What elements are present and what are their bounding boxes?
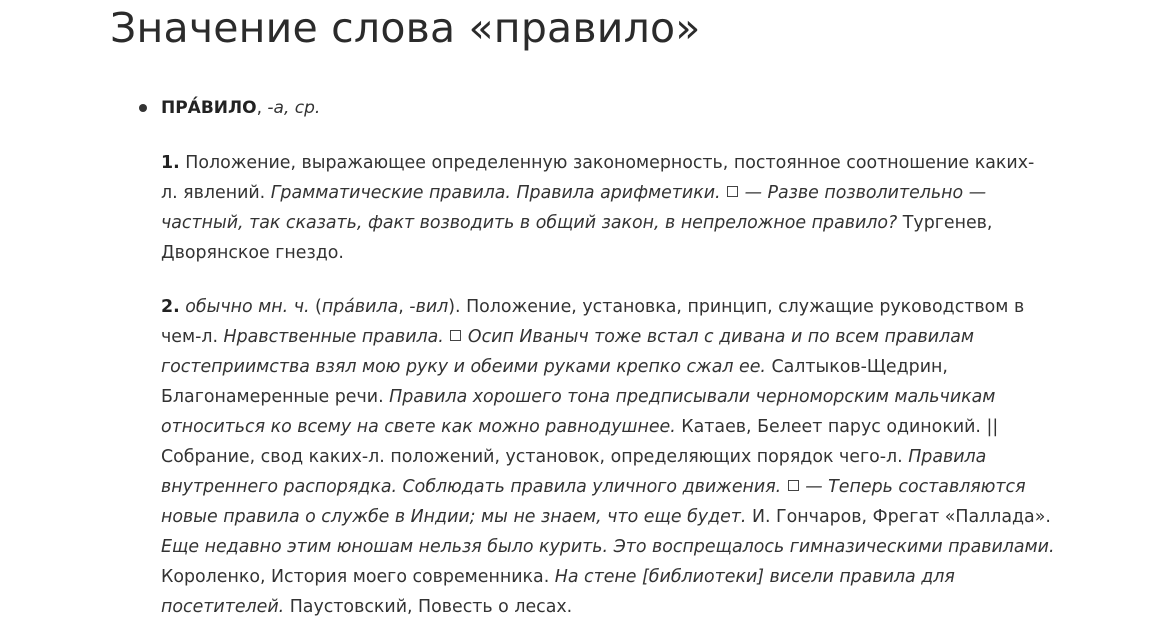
sense-2: 2. обычно мн. ч. (пра́вила, -вил). Положение, установка, принцип, служащие руководством в чем-л. Нравственные правила. Осип Иваныч тоже встал с дивана и по всем правилам гостеприимства взял мою руку и обеими руками крепко сжал ее. Салтыков-Щедрин, Благонамеренные речи. Правила хорошего тона предписывали черноморским мальчикам относиться ко всему на свете как можно равнодушнее. Катаев, Белеет парус одинокий. || Собрание, свод каких-л. положений, установок, определяющих порядок чего-л. Правила внутреннего распорядка. Соблюдать правила уличного движения. — Теперь составляются новые правила о службе в Индии; мы не знаем, что еще будет. И. Гончаров, Фрегат «Паллада». Еще недавно этим юношам нельзя было курить. Это воспрещалось гимназическими правилами. Короленко, История моего современника. На стене [библиотеки] висели правила для посетителей. Паустовский, Повесть о лесах.	[161, 297, 1055, 617]
grammar-separator: ,	[256, 98, 268, 118]
example-separator-icon	[450, 330, 461, 341]
headword: ПРА́ВИЛО	[161, 98, 257, 118]
list-bullet	[139, 104, 147, 112]
example-separator-icon	[788, 480, 799, 491]
sense-number: 1.	[161, 153, 180, 173]
sense-1: 1. Положение, выражающее определенную закономерность, постоянное соотношение каких- л. явлений. Грамматические правила. Правила арифметики. — Разве позволительно — частный, так сказать, факт возводить в общий закон, в непреложное правило? Тургенев, Дворянское гнездо.	[161, 153, 1035, 263]
example-separator-icon	[727, 186, 738, 197]
grammar-info: -а, ср.	[267, 98, 321, 118]
page-title: Значение слова «правило»	[110, 4, 701, 52]
sense-number: 2.	[161, 297, 180, 317]
entry-headword-line	[161, 95, 320, 121]
